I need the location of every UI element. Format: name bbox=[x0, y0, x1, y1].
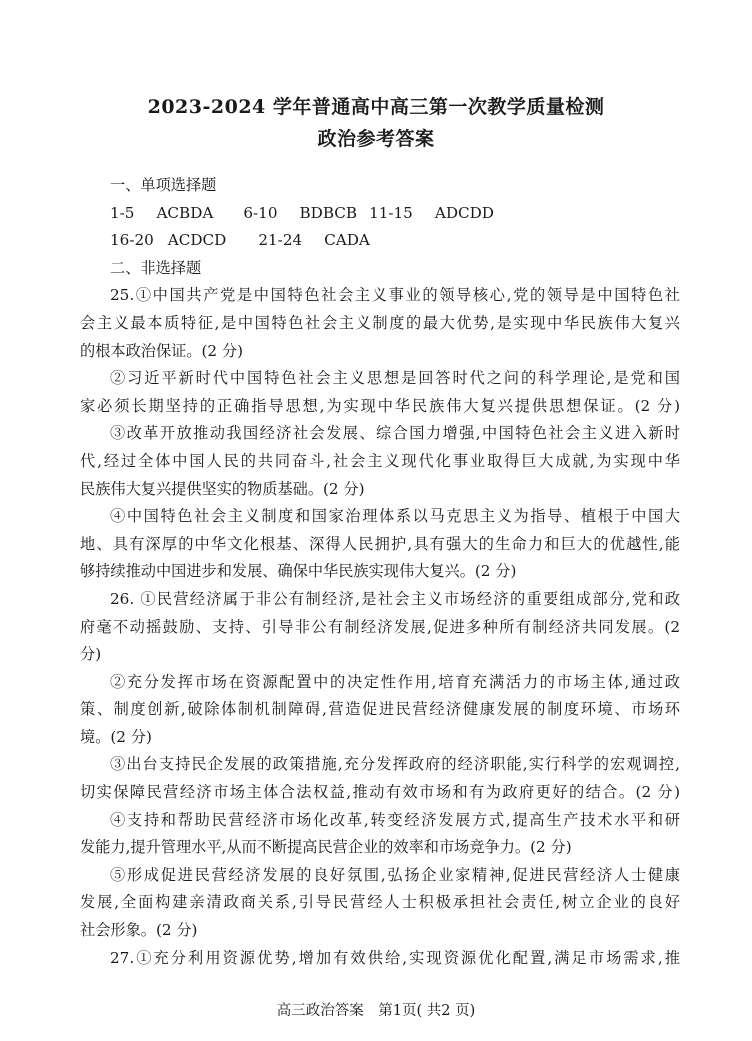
answer-range: 1-5 bbox=[110, 203, 135, 222]
text-line: ②习近平新时代中国特色社会主义思想是回答时代之问的科学理论,是党和国 bbox=[110, 369, 680, 388]
answer-keys: ACBDA bbox=[156, 203, 214, 222]
text-line: 府毫不动摇鼓励、支持、引导非公有制经济发展,促进多种所有制经济共同发展。(2 bbox=[80, 617, 680, 636]
answer-keys: CADA bbox=[324, 231, 370, 250]
text-line: ③改革开放推动我国经济社会发展、综合国力增强,中国特色社会主义进入新时 bbox=[110, 424, 680, 443]
text-line: 发展,全面构建亲清政商关系,引导民营经人士积极承担社会责任,树立企业的良好 bbox=[80, 893, 680, 912]
text-line: 地、具有深厚的中华文化根基、深得人民拥护,具有强大的生命力和巨大的优越性,能 bbox=[80, 534, 680, 553]
text-line: 26. ①民营经济属于非公有制经济,是社会主义市场经济的重要组成部分,党和政 bbox=[110, 589, 680, 608]
section-heading-open: 二、非选择题 bbox=[110, 258, 202, 277]
page-title: 2023-2024 学年普通高中高三第一次教学质量检测 bbox=[147, 96, 605, 118]
text-line: 家必须长期坚持的正确指导思想,为实现中华民族伟大复兴提供思想保证。(2 分) bbox=[80, 396, 680, 415]
text-line: 会主义最本质特征,是中国特色社会主义制度的最大优势,是实现中华民族伟大复兴 bbox=[80, 313, 680, 332]
page-footer: 高三政治答案 第1页( 共2 页) bbox=[276, 1003, 476, 1019]
text-line: 27.①充分利用资源优势,增加有效供给,实现资源优化配置,满足市场需求,推 bbox=[110, 948, 680, 967]
text-line: 25.①中国共产党是中国特色社会主义事业的领导核心,党的领导是中国特色社 bbox=[110, 286, 680, 305]
text-line: 民族伟大复兴提供坚实的物质基础。(2 分) bbox=[80, 479, 365, 498]
answer-range: 6-10 bbox=[243, 203, 278, 222]
text-line: 代,经过全体中国人民的共同奋斗,社会主义现代化事业取得巨大成就,为实现中华 bbox=[80, 451, 680, 470]
text-line: 分) bbox=[80, 645, 102, 664]
page-subtitle: 政治参考答案 bbox=[317, 128, 435, 150]
text-line: 策、制度创新,破除体制机制障碍,营造促进民营经济健康发展的制度环境、市场环 bbox=[80, 700, 680, 719]
text-line: ⑤形成促进民营经济发展的良好氛围,弘扬企业家精神,促进民营经济人士健康 bbox=[110, 865, 680, 884]
answer-keys: BDBCB bbox=[299, 203, 358, 222]
answer-keys: ADCDD bbox=[434, 203, 494, 222]
text-line: ④支持和帮助民营经济市场化改革,转变经济发展方式,提高生产技术水平和研 bbox=[110, 810, 680, 829]
section-heading-choice: 一、单项选择题 bbox=[110, 176, 217, 194]
answer-row-1 bbox=[80, 200, 680, 228]
text-line: 境。(2 分) bbox=[80, 727, 152, 746]
answer-range: 21-24 bbox=[258, 231, 303, 250]
text-line: ②充分发挥市场在资源配置中的决定性作用,培育充满活力的市场主体,通过政 bbox=[110, 672, 680, 691]
text-line: ④中国特色社会主义制度和国家治理体系以马克思主义为指导、植根于中国大 bbox=[110, 507, 680, 526]
answer-row-2 bbox=[80, 227, 680, 255]
text-line: 切实保障民营经济市场主体合法权益,推动有效市场和有为政府更好的结合。(2 分) bbox=[80, 783, 680, 802]
text-line: 够持续推动中国进步和发展、确保中华民族实现伟大复兴。(2 分) bbox=[80, 562, 517, 581]
text-line: 的根本政治保证。(2 分) bbox=[80, 341, 244, 360]
answer-range: 11-15 bbox=[369, 203, 413, 222]
answer-body bbox=[80, 172, 680, 972]
text-line: 社会形象。(2 分) bbox=[80, 921, 198, 940]
text-line: 发能力,提升管理水平,从而不断提高民营企业的效率和市场竞争力。(2 分) bbox=[80, 838, 572, 857]
answer-range: 16-20 bbox=[110, 231, 154, 250]
text-line: ③出台支持民企发展的政策措施,充分发挥政府的经济职能,实行科学的宏观调控, bbox=[110, 755, 680, 774]
answer-keys: ACDCD bbox=[167, 231, 227, 250]
